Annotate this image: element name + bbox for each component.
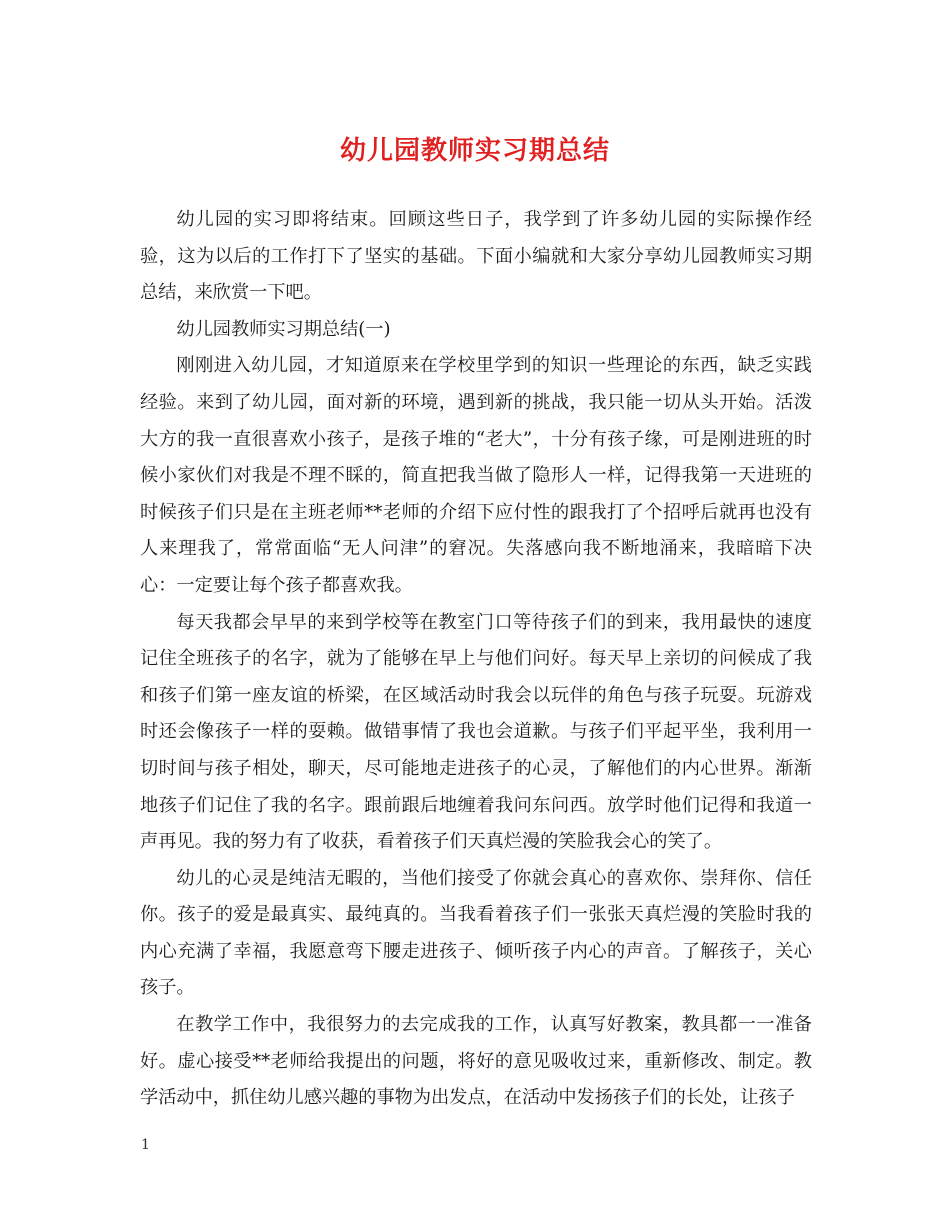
paragraph-3: 幼儿的心灵是纯洁无暇的，当他们接受了你就会真心的喜欢你、崇拜你、信任你。孩子的爱是最真实、最纯真的。当我看着孩子们一张张天真烂漫的笑脸时我的内心充满了幸福，我愿意弯下腰走进孩子、倾听孩子内心的声音。了解孩子，关心孩子。 <box>140 867 812 999</box>
document-title: 幼儿园教师实习期总结 <box>339 136 610 166</box>
paragraph-2: 每天我都会早早的来到学校等在教室门口等待孩子们的到来，我用最快的速度记住全班孩子的名字，就为了能够在早上与他们问好。每天早上亲切的问候成了我和孩子们第一座友谊的桥梁，在区域活动时我会以玩伴的角色与孩子玩耍。玩游戏时还会像孩子一样的耍赖。做错事情了我也会道歉。与孩子们平起平坐，我利用一切时间与孩子相处，聊天，尽可能地走进孩子的心灵，了解他们的内心世界。渐渐地孩子们记住了我的名字。跟前跟后地缠着我问东问西。放学时他们记得和我道一声再见。我的努力有了收获，看着孩子们天真烂漫的笑脸我会心的笑了。 <box>140 611 812 853</box>
page-number: 1 <box>141 1137 150 1153</box>
paragraph-intro: 幼儿园的实习即将结束。回顾这些日子，我学到了许多幼儿园的实际操作经验，这为以后的工作打下了坚实的基础。下面小编就和大家分享幼儿园教师实习期总结，来欣赏一下吧。 <box>140 209 812 304</box>
paragraph-4: 在教学工作中，我很努力的去完成我的工作，认真写好教案，教具都一一准备好。虚心接受**老师给我提出的问题，将好的意见吸收过来，重新修改、制定。教学活动中，抓住幼儿感兴趣的事物为出发点，在活动中发扬孩子们的长处，让孩子 <box>140 1014 812 1109</box>
document-body <box>140 202 812 1117</box>
paragraph-1: 刚刚进入幼儿园，才知道原来在学校里学到的知识一些理论的东西，缺乏实践经验。来到了幼儿园，面对新的环境，遇到新的挑战，我只能一切从头开始。活泼大方的我一直很喜欢小孩子，是孩子堆的“老大”，十分有孩子缘，可是刚进班的时候小家伙们对我是不理不睬的，简直把我当做了隐形人一样，记得我第一天进班的时候孩子们只是在主班老师**老师的介绍下应付性的跟我打了个招呼后就再也没有人来理我了，常常面临“无人问津”的窘况。失落感向我不断地涌来，我暗暗下决心：一定要让每个孩子都喜欢我。 <box>140 355 812 596</box>
section-heading: 幼儿园教师实习期总结(一) <box>176 318 391 340</box>
